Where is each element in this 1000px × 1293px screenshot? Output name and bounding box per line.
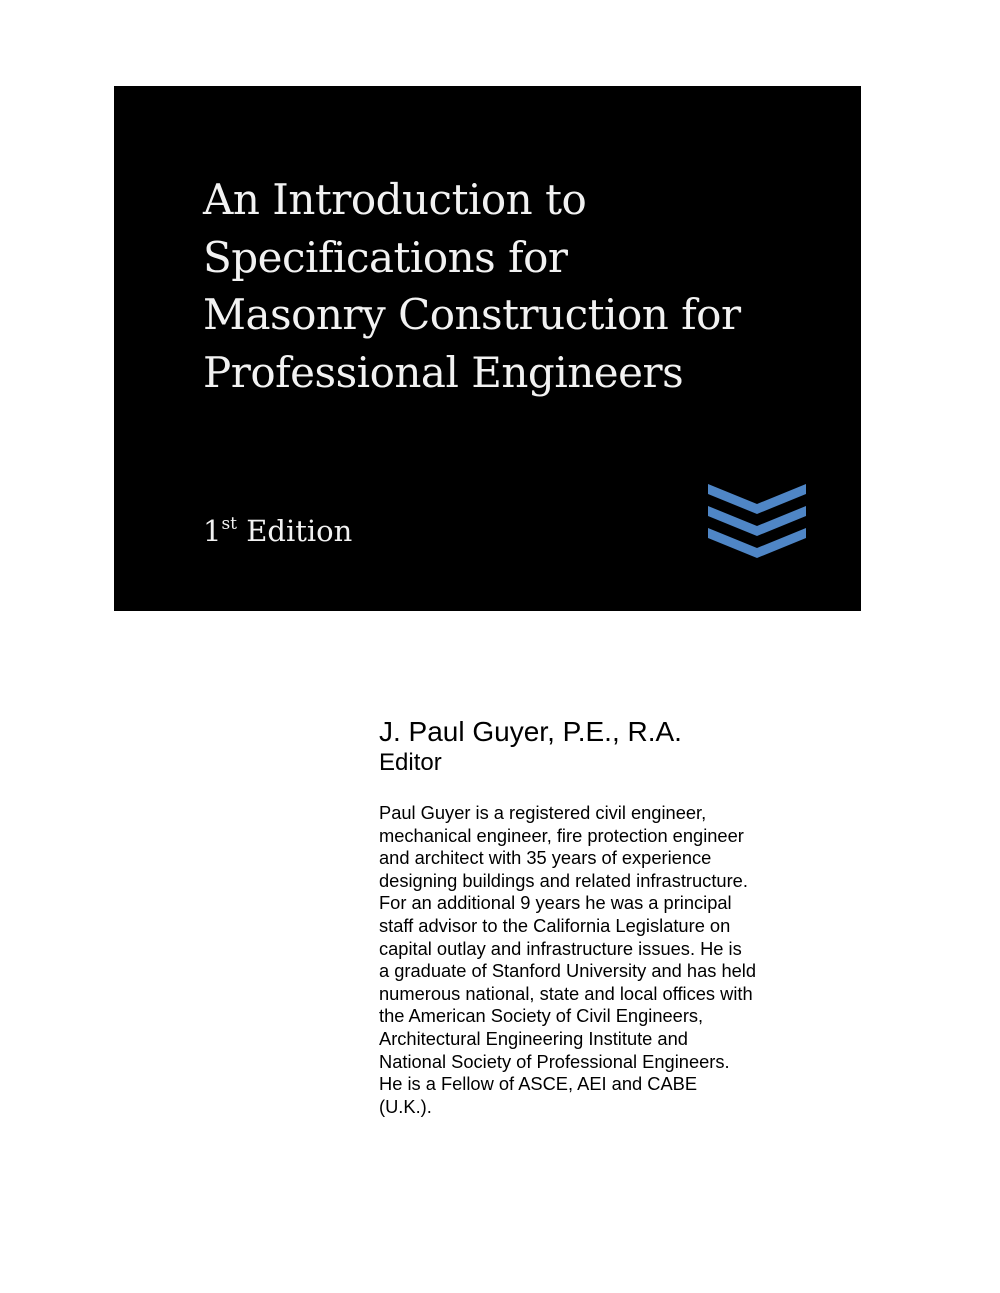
bio-line: Architectural Engineering Institute and <box>379 1027 688 1049</box>
bio-line: the American Society of Civil Engineers, <box>379 1005 704 1027</box>
bio-line: capital outlay and infrastructure issues. He is <box>379 937 742 959</box>
author-role: Editor <box>379 749 442 776</box>
author-block <box>379 714 682 776</box>
title-line: An Introduction to <box>203 175 587 224</box>
edition-label <box>203 514 352 548</box>
bio-line: and architect with 35 years of experience <box>379 847 712 869</box>
triple-chevron-down-icon <box>708 482 808 562</box>
bio-line: numerous national, state and local offices with <box>379 982 753 1004</box>
bio-line: designing buildings and related infrastructure. <box>379 869 748 891</box>
bio-line: Paul Guyer is a registered civil engineer, <box>379 802 707 823</box>
bio-line: He is a Fellow of ASCE, AEI and CABE <box>379 1073 698 1095</box>
bio-line: a graduate of Stanford University and has held <box>379 960 757 982</box>
bio-line: (U.K.). <box>379 1095 432 1117</box>
title-line: Masonry Construction for <box>203 290 741 339</box>
title-line: Specifications for <box>203 232 568 282</box>
edition-text: Edition <box>237 514 353 548</box>
author-bio <box>379 802 799 1118</box>
edition-number: 1 <box>203 514 222 548</box>
cover-panel <box>114 86 861 611</box>
bio-line: National Society of Professional Engineers. <box>379 1050 730 1072</box>
bio-line: mechanical engineer, fire protection engineer <box>379 824 744 846</box>
edition-suffix: st <box>221 514 238 534</box>
bio-line: For an additional 9 years he was a principal <box>379 892 732 914</box>
book-title <box>203 171 741 401</box>
title-line: Professional Engineers <box>203 347 684 397</box>
bio-line: staff advisor to the California Legislature on <box>379 914 731 936</box>
author-name: J. Paul Guyer, P.E., R.A. <box>379 716 682 747</box>
